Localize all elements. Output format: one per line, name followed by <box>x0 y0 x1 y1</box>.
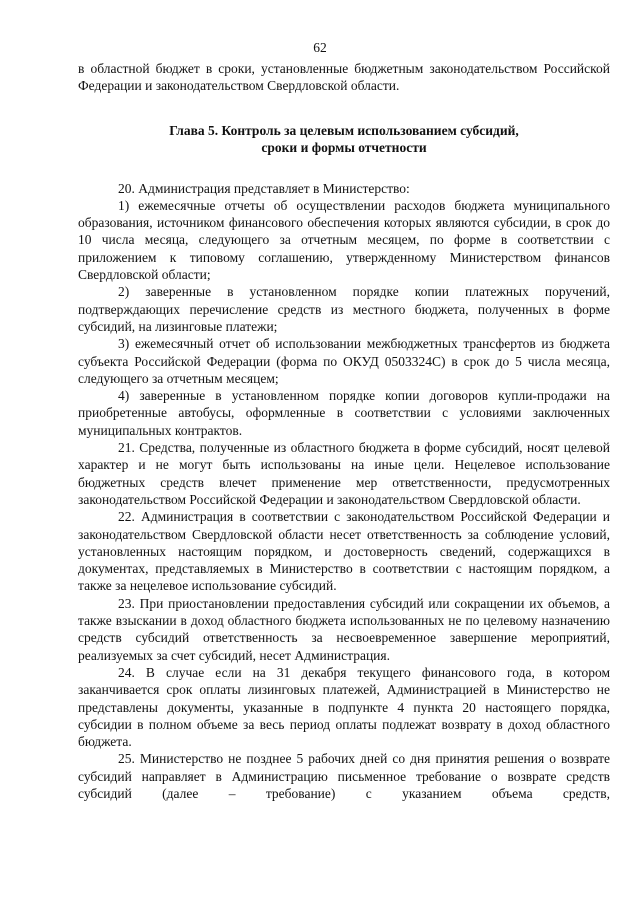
paragraph-20: 20. Администрация представляет в Министерство: <box>118 180 410 196</box>
document-body <box>78 60 610 802</box>
paragraph-20-item-3: 3) ежемесячный отчет об использовании межбюджетных трансфертов из бюджета субъекта Российской Федерации (форма по ОКУД 0503324С) в срок до 5 числа месяца, следующего за отчетным месяцем; <box>78 336 610 386</box>
paragraph-24: 24. В случае если на 31 декабря текущего финансового года, в котором заканчивается срок оплаты лизинговых платежей, Администрацией в Министерство не представлены документы, указанные в подпункте 4 пункта 20 настоящего порядка, субсидии в полном объеме за весь период оплаты подлежат возврату в доход областного бюджета. <box>78 664 610 750</box>
chapter-heading-line-1: Глава 5. Контроль за целевым использованием субсидий, <box>169 122 519 138</box>
page-number: 62 <box>313 40 327 55</box>
paragraph-25: 25. Министерство не позднее 5 рабочих дней со дня принятия решения о возврате субсидий направляет в Администрацию письменное требование о возврате средств субсидий (далее – требование) с указанием объема средств, <box>78 751 610 801</box>
chapter-heading <box>78 122 610 157</box>
chapter-heading-line-2: сроки и формы отчетности <box>261 140 427 156</box>
paragraph-23: 23. При приостановлении предоставления субсидий или сокращении их объемов, а также взыскании в доход областного бюджета использованных не по целевому назначению средств субсидий ответственность за несвоевременное завершение мероприятий, реализуемых за счет субсидий, несет Администрация. <box>78 595 610 663</box>
paragraph-20-item-4: 4) заверенные в установленном порядке копии договоров купли-продажи на приобретенные автобусы, оформленные в соответствии с условиями заключенных муниципальных контрактов. <box>78 388 610 438</box>
paragraph-20-item-1: 1) ежемесячные отчеты об осуществлении расходов бюджета муниципального образования, источником финансового обеспечения которых являются субсидии, в срок до 10 числа месяца, следующего за отчетным месяцем, по форме в соответствии с приложением к типовому соглашению, утвержденному Министерством финансов Свердловской области; <box>78 197 610 283</box>
paragraph-22: 22. Администрация в соответствии с законодательством Российской Федерации и законодательством Свердловской области несет ответственность за соблюдение условий, установленных настоящим порядком, и достоверность сведений, содержащихся в документах, представляемых в Министерство в соответствии с настоящим порядком, а также за нецелевое использование субсидий. <box>78 509 610 594</box>
intro-paragraph: в областной бюджет в сроки, установленные бюджетным законодательством Российской Федерации и законодательством Свердловской области. <box>78 61 610 94</box>
paragraph-21: 21. Средства, полученные из областного бюджета в форме субсидий, носят целевой характер и не могут быть использованы на иные цели. Нецелевое использование бюджетных средств влечет применение мер ответственности, предусмотренных законодательством Российской Федерации и законодательством Свердловской области. <box>78 440 610 507</box>
paragraph-20-item-2: 2) заверенные в установленном порядке копии платежных поручений, подтверждающих перечисление средств из местного бюджета, полученных в форме субсидий, на лизинговые платежи; <box>78 284 610 334</box>
